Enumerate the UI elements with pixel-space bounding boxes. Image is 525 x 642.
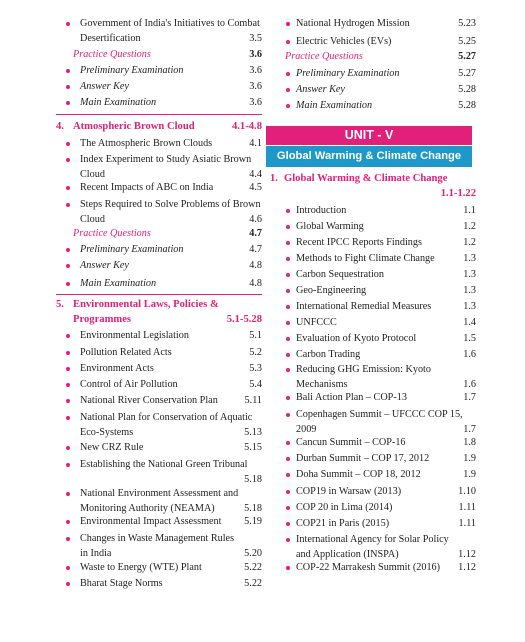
toc-entry-page: 1.10 xyxy=(458,486,476,497)
toc-entry[interactable] xyxy=(56,16,262,48)
toc-entry-text: Introduction xyxy=(296,205,347,216)
bullet-icon xyxy=(66,537,70,541)
toc-entry[interactable] xyxy=(266,347,476,363)
toc-entry-text: Control of Air Pollution xyxy=(80,379,178,390)
toc-entry-page: 1.4 xyxy=(463,317,476,328)
toc-entry-text: Preliminary Examination xyxy=(80,65,184,76)
bullet-icon xyxy=(286,241,290,245)
practice-questions[interactable] xyxy=(56,226,262,242)
toc-entry[interactable] xyxy=(56,197,262,227)
toc-entry-page: 1.5 xyxy=(463,333,476,344)
chapter-title: Environmental Laws, Policies & xyxy=(73,299,219,310)
toc-entry[interactable] xyxy=(266,390,476,406)
toc-entry[interactable] xyxy=(266,560,476,576)
toc-entry-page: 1.2 xyxy=(463,237,476,248)
toc-entry[interactable] xyxy=(56,393,262,409)
toc-entry-page: 5.11 xyxy=(244,395,262,406)
toc-entry-text: Bharat Stage Norms xyxy=(80,578,163,589)
toc-entry-text: Environment Acts xyxy=(80,363,154,374)
toc-entry-page: 4.8 xyxy=(249,260,262,271)
toc-entry-text: Reducing GHG Emission: Kyoto Mechanisms xyxy=(296,364,431,390)
toc-entry[interactable] xyxy=(56,410,262,440)
toc-entry-page: 1.11 xyxy=(458,518,476,529)
toc-entry[interactable] xyxy=(266,203,476,219)
bullet-icon xyxy=(66,566,70,570)
toc-entry-page: 5.28 xyxy=(458,84,476,95)
toc-entry-page: 5.23 xyxy=(458,18,476,29)
toc-entry-text: Recent IPCC Reports Findings xyxy=(296,237,422,248)
toc-entry-page: 1.6 xyxy=(463,379,476,390)
chapter-pages: 4.1-4.8 xyxy=(231,121,262,132)
toc-entry-page: 5.28 xyxy=(458,100,476,111)
toc-entry-page: 3.6 xyxy=(249,97,262,108)
toc-entry-page: 4.7 xyxy=(249,244,262,255)
toc-entry[interactable] xyxy=(266,283,476,299)
toc-entry-text: COP21 in Paris (2015) xyxy=(296,518,390,529)
bullet-icon xyxy=(286,538,290,542)
chapter-pages: 5.1-5.28 xyxy=(226,314,262,325)
practice-questions-page: 4.7 xyxy=(249,228,262,239)
toc-entry[interactable] xyxy=(56,457,262,487)
toc-entry[interactable] xyxy=(266,98,476,114)
toc-entry-page: 1.7 xyxy=(463,392,476,403)
toc-entry-page: 1.7 xyxy=(463,424,476,435)
toc-entry-page: 5.2 xyxy=(249,347,262,358)
bullet-icon xyxy=(286,353,290,357)
bullet-icon xyxy=(66,351,70,355)
toc-entry-text: Preliminary Examination xyxy=(296,68,400,79)
chapter-number: 5. xyxy=(56,299,64,310)
toc-entry-page: 1.6 xyxy=(463,349,476,360)
bullet-icon xyxy=(66,282,70,286)
bullet-icon xyxy=(286,209,290,213)
toc-entry[interactable] xyxy=(56,440,262,456)
toc-entry-page: 4.1 xyxy=(249,138,262,149)
toc-entry[interactable] xyxy=(56,328,262,344)
toc-entry-text: Carbon Sequestration xyxy=(296,269,384,280)
toc-entry-text: Bali Action Plan – COP-13 xyxy=(296,392,407,403)
toc-entry-page: 5.3 xyxy=(249,363,262,374)
chapter-heading[interactable] xyxy=(56,297,262,327)
toc-entry-page: 5.13 xyxy=(244,427,262,438)
toc-entry-text: Main Examination xyxy=(80,278,157,289)
bullet-icon xyxy=(286,413,290,417)
toc-entry-page: 1.3 xyxy=(463,269,476,280)
practice-questions-page: 5.27 xyxy=(458,51,476,62)
toc-entry-page: 3.6 xyxy=(249,65,262,76)
toc-entry-page: 1.11 xyxy=(458,502,476,513)
bullet-icon xyxy=(66,520,70,524)
bullet-icon xyxy=(66,142,70,146)
toc-entry-page: 4.8 xyxy=(249,278,262,289)
toc-entry-text: Methods to Fight Climate Change xyxy=(296,253,435,264)
bullet-icon xyxy=(286,506,290,510)
practice-questions-label: Practice Questions xyxy=(73,49,151,60)
toc-entry-page: 5.1 xyxy=(249,330,262,341)
bullet-icon xyxy=(286,321,290,325)
practice-questions[interactable] xyxy=(56,47,262,63)
toc-entry-page: 3.5 xyxy=(249,33,262,44)
bullet-icon xyxy=(286,566,290,570)
toc-entry-text: Carbon Trading xyxy=(296,349,361,360)
toc-entry-text: UNFCCC xyxy=(296,317,337,328)
toc-entry[interactable] xyxy=(266,16,476,32)
bullet-icon xyxy=(66,334,70,338)
toc-entry-page: 1.12 xyxy=(458,562,476,573)
practice-questions-label: Practice Questions xyxy=(285,51,363,62)
toc-entry-text: National Plan for Conservation of Aquatic xyxy=(80,412,253,423)
toc-entry-text-cont: Eco-Systems xyxy=(80,427,134,438)
toc-entry-page: 1.3 xyxy=(463,253,476,264)
toc-entry-text: Copenhagen Summit – UFCCC COP 15, 2009 xyxy=(296,409,463,435)
toc-entry-text: National Environment Assessment and xyxy=(80,488,239,499)
bullet-icon xyxy=(286,368,290,372)
toc-entry-text-cont: Cloud xyxy=(80,214,105,225)
toc-entry-page: 1.1 xyxy=(463,205,476,216)
bullet-icon xyxy=(66,399,70,403)
toc-entry-text: Environmental Impact Assessment xyxy=(80,516,222,527)
bullet-icon xyxy=(286,22,290,26)
toc-entry[interactable] xyxy=(266,267,476,283)
toc-entry-text-cont: Monitoring Authority (NEAMA) xyxy=(80,503,215,514)
toc-entry-page: 3.6 xyxy=(249,81,262,92)
bullet-icon xyxy=(286,289,290,293)
toc-entry-page: 5.22 xyxy=(244,578,262,589)
chapter-heading[interactable] xyxy=(56,119,262,134)
toc-entry[interactable] xyxy=(56,531,262,561)
toc-entry-page: 1.3 xyxy=(463,301,476,312)
bullet-icon xyxy=(66,203,70,207)
toc-entry-text: Environmental Legislation xyxy=(80,330,189,341)
bullet-icon xyxy=(286,337,290,341)
toc-entry[interactable] xyxy=(56,63,262,79)
bullet-icon xyxy=(286,273,290,277)
chapter-number: 4. xyxy=(56,121,64,132)
bullet-icon xyxy=(66,22,70,26)
toc-entry[interactable] xyxy=(56,276,262,292)
toc-entry-text: Recent Impacts of ABC on India xyxy=(80,182,214,193)
toc-entry-page: 1.9 xyxy=(463,469,476,480)
toc-entry-text: National Hydrogen Mission xyxy=(296,18,410,29)
bullet-icon xyxy=(66,186,70,190)
chapter-title: Global Warming & Climate Change xyxy=(284,173,448,184)
bullet-icon xyxy=(286,305,290,309)
chapter-title-cont: Programmes xyxy=(73,314,132,325)
toc-entry-text: Global Warming xyxy=(296,221,364,232)
toc-entry-text: Establishing the National Green Tribunal xyxy=(80,459,248,470)
toc-entry-text: Answer Key xyxy=(296,84,345,95)
toc-entry-page: 1.9 xyxy=(463,453,476,464)
toc-entry[interactable] xyxy=(56,361,262,377)
toc-entry-text: Government of India's Initiatives to Combat xyxy=(80,18,260,29)
toc-entry-page: 5.4 xyxy=(249,379,262,390)
bullet-icon xyxy=(66,446,70,450)
toc-entry[interactable] xyxy=(56,514,262,530)
toc-entry[interactable] xyxy=(56,79,262,95)
toc-entry-page: 4.6 xyxy=(249,214,262,225)
bullet-icon xyxy=(286,257,290,261)
bullet-icon xyxy=(66,69,70,73)
bullet-icon xyxy=(66,416,70,420)
toc-entry-text: Evaluation of Kyoto Protocol xyxy=(296,333,417,344)
bullet-icon xyxy=(66,582,70,586)
toc-entry[interactable] xyxy=(266,435,476,451)
toc-entry-text: Doha Summit – COP 18, 2012 xyxy=(296,469,421,480)
toc-entry-text: Answer Key xyxy=(80,81,129,92)
toc-entry[interactable] xyxy=(266,467,476,483)
toc-entry-text: COP-22 Marrakesh Summit (2016) xyxy=(296,562,441,573)
toc-entry[interactable] xyxy=(266,66,476,82)
toc-entry[interactable] xyxy=(266,331,476,347)
toc-entry[interactable] xyxy=(56,377,262,393)
bullet-icon xyxy=(66,158,70,162)
toc-entry[interactable] xyxy=(266,299,476,315)
toc-entry-text: Preliminary Examination xyxy=(80,244,184,255)
toc-entry[interactable] xyxy=(266,82,476,98)
bullet-icon xyxy=(66,101,70,105)
toc-entry[interactable] xyxy=(266,219,476,235)
bullet-icon xyxy=(286,225,290,229)
toc-entry-text-cont: and Application (INSPA) xyxy=(296,549,399,560)
toc-entry-text: New CRZ Rule xyxy=(80,442,144,453)
toc-entry[interactable] xyxy=(266,516,476,532)
toc-entry[interactable] xyxy=(56,576,262,592)
toc-entry[interactable] xyxy=(266,362,476,392)
bullet-icon xyxy=(286,396,290,400)
toc-entry-page: 5.20 xyxy=(244,548,262,559)
toc-entry[interactable] xyxy=(56,152,262,182)
toc-entry-page: 5.18 xyxy=(244,474,262,485)
toc-entry-text: International Remedial Measures xyxy=(296,301,432,312)
toc-entry[interactable] xyxy=(266,235,476,251)
toc-entry-page: 1.3 xyxy=(463,285,476,296)
toc-entry-page: 5.25 xyxy=(458,36,476,47)
toc-entry[interactable] xyxy=(266,251,476,267)
bullet-icon xyxy=(286,490,290,494)
toc-entry-text: Pollution Related Acts xyxy=(80,347,172,358)
unit-subtitle-banner: Global Warming & Climate Change xyxy=(266,146,472,167)
unit-banner: UNIT - V xyxy=(266,126,472,145)
toc-entry[interactable] xyxy=(266,34,476,50)
toc-entry-text: International Agency for Solar Policy xyxy=(296,534,449,545)
toc-entry-text: Electric Vehicles (EVs) xyxy=(296,36,392,47)
toc-entry[interactable] xyxy=(266,532,476,562)
toc-entry[interactable] xyxy=(56,258,262,274)
toc-entry-page: 5.18 xyxy=(244,503,262,514)
practice-questions-label: Practice Questions xyxy=(73,228,151,239)
bullet-icon xyxy=(66,367,70,371)
toc-entry-text: Answer Key xyxy=(80,260,129,271)
chapter-title: Atmospheric Brown Cloud xyxy=(73,121,195,132)
bullet-icon xyxy=(286,72,290,76)
toc-entry-text: The Atmospheric Brown Clouds xyxy=(80,138,213,149)
section-divider xyxy=(56,294,262,295)
toc-entry-page: 5.22 xyxy=(244,562,262,573)
toc-entry-text: Durban Summit – COP 17, 2012 xyxy=(296,453,430,464)
bullet-icon xyxy=(286,88,290,92)
toc-entry-page: 1.2 xyxy=(463,221,476,232)
toc-entry[interactable] xyxy=(56,136,262,152)
toc-entry-page: 4.4 xyxy=(249,169,262,180)
bullet-icon xyxy=(286,473,290,477)
bullet-icon xyxy=(66,383,70,387)
toc-entry-text: Geo-Engineering xyxy=(296,285,367,296)
toc-entry-text: COP19 in Warsaw (2013) xyxy=(296,486,402,497)
bullet-icon xyxy=(286,40,290,44)
section-divider xyxy=(56,114,262,115)
chapter-number: 1. xyxy=(270,173,278,184)
practice-questions-page: 3.6 xyxy=(249,49,262,60)
chapter-pages: 1.1-1.22 xyxy=(440,188,476,199)
toc-entry-page: 1.8 xyxy=(463,437,476,448)
toc-entry[interactable] xyxy=(266,315,476,331)
bullet-icon xyxy=(66,463,70,467)
toc-entry-text-cont: in India xyxy=(80,548,112,559)
bullet-icon xyxy=(66,264,70,268)
toc-entry-page: 5.19 xyxy=(244,516,262,527)
toc-entry[interactable] xyxy=(56,95,262,111)
toc-entry[interactable] xyxy=(266,451,476,467)
toc-entry-text: Cancun Summit – COP-16 xyxy=(296,437,406,448)
bullet-icon xyxy=(286,522,290,526)
toc-entry[interactable] xyxy=(266,500,476,516)
bullet-icon xyxy=(66,492,70,496)
toc-entry-text: National River Conservation Plan xyxy=(80,395,218,406)
toc-entry-text: Changes in Waste Management Rules xyxy=(80,533,235,544)
toc-entry[interactable] xyxy=(56,180,262,196)
chapter-heading[interactable] xyxy=(266,171,476,201)
toc-entry[interactable] xyxy=(266,407,476,437)
bullet-icon xyxy=(66,85,70,89)
toc-entry-text: Main Examination xyxy=(296,100,373,111)
bullet-icon xyxy=(286,104,290,108)
toc-entry[interactable] xyxy=(56,486,262,516)
toc-entry-text: Main Examination xyxy=(80,97,157,108)
toc-entry[interactable] xyxy=(56,242,262,258)
toc-entry-page: 5.15 xyxy=(244,442,262,453)
bullet-icon xyxy=(66,248,70,252)
bullet-icon xyxy=(286,441,290,445)
toc-entry-text: Waste to Energy (WTE) Plant xyxy=(80,562,202,573)
toc-entry-text-cont: Cloud xyxy=(80,169,105,180)
toc-entry-page: 4.5 xyxy=(249,182,262,193)
toc-entry-page: 1.12 xyxy=(458,549,476,560)
toc-entry-text: Index Experiment to Study Asiatic Brown xyxy=(80,154,252,165)
toc-entry[interactable] xyxy=(266,484,476,500)
toc-entry-text-cont: Desertification xyxy=(80,33,141,44)
toc-entry[interactable] xyxy=(56,345,262,361)
toc-entry[interactable] xyxy=(56,560,262,576)
toc-entry-text: COP 20 in Lima (2014) xyxy=(296,502,393,513)
bullet-icon xyxy=(286,457,290,461)
toc-entry-page: 5.27 xyxy=(458,68,476,79)
practice-questions[interactable] xyxy=(266,49,476,65)
toc-entry-text: Steps Required to Solve Problems of Brown xyxy=(80,199,261,210)
